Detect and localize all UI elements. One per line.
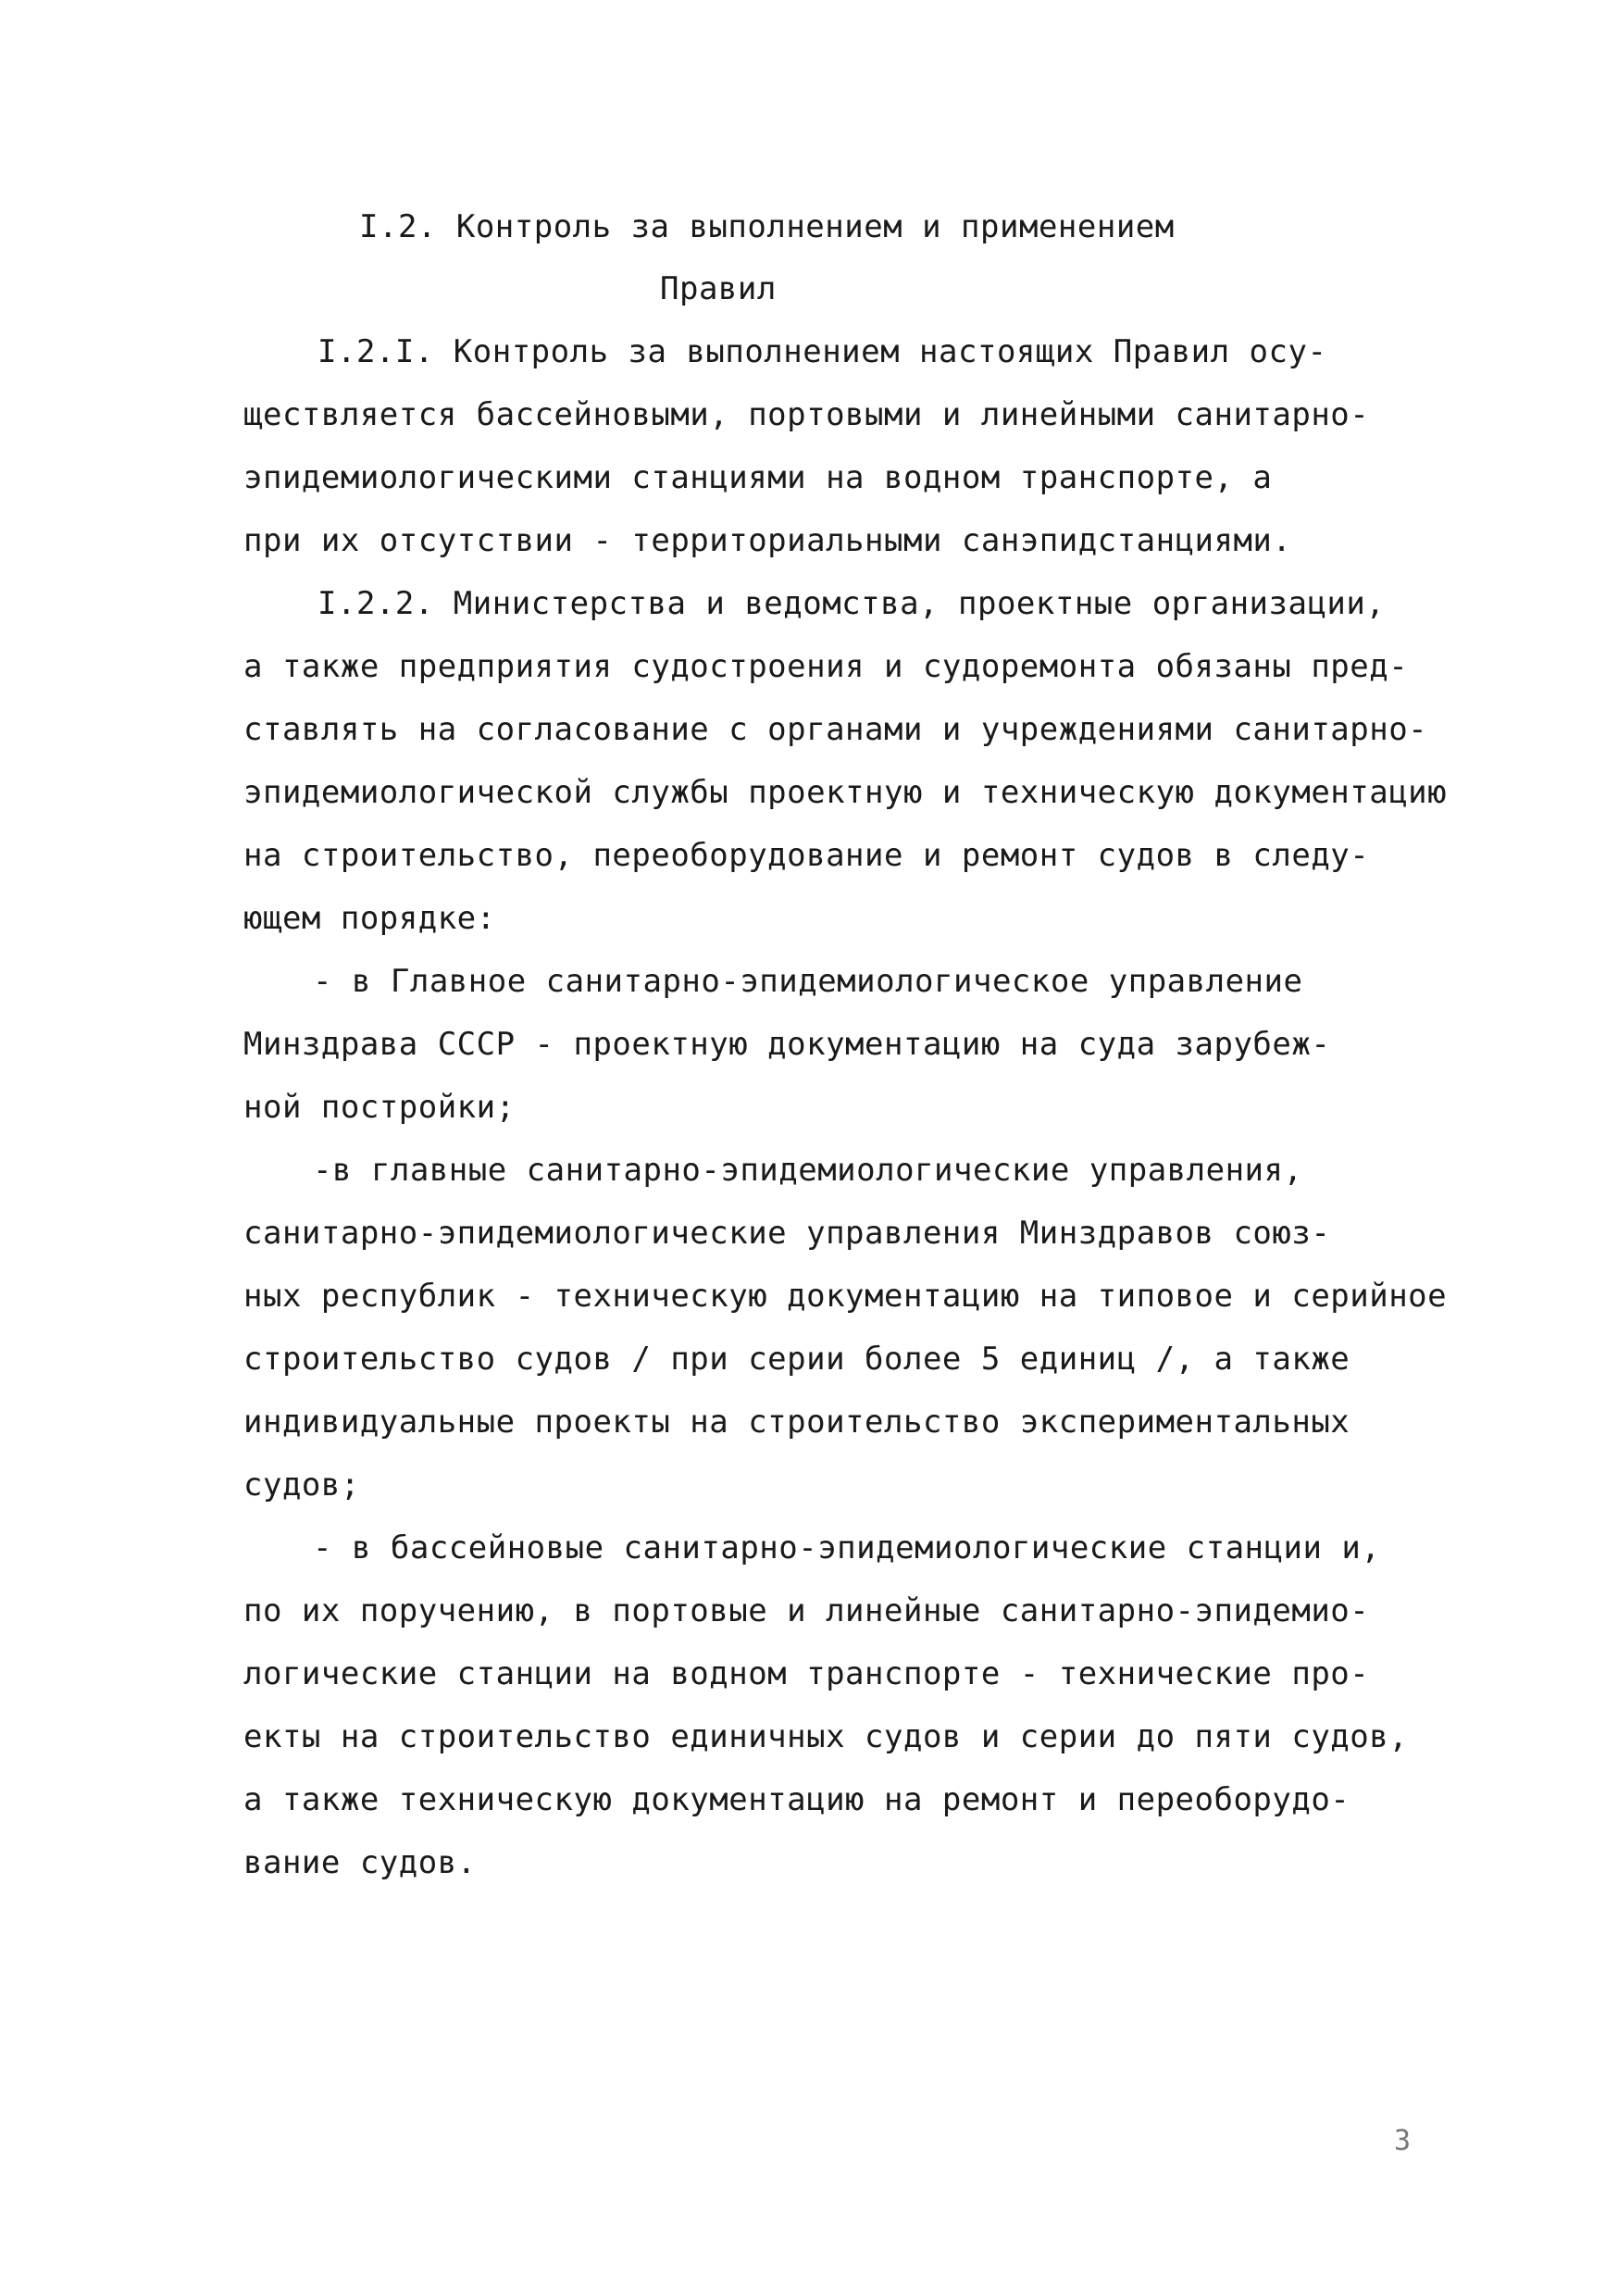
section-heading-line-1: I.2. Контроль за выполнением и применением — [359, 208, 1175, 245]
paragraph-2-line-2: а также предприятия судостроения и судоремонта обязаны пред- — [243, 648, 1409, 685]
section-heading-line-2: Правил — [660, 270, 777, 307]
paragraph-2-line-6: ющем порядке: — [243, 900, 496, 937]
item-3-line-2: по их поручению, в портовые и линейные санитарно-эпидемио- — [243, 1592, 1370, 1629]
page-number: 3 — [1394, 2125, 1412, 2157]
paragraph-1-line-4: при их отсутствии - территориальными санэпидстанциями. — [243, 522, 1292, 559]
paragraph-2-line-1: I.2.2. Министерства и ведомства, проектные организации, — [317, 585, 1386, 622]
item-1-line-2: Минздрава СССР - проектную документацию на суда зарубеж- — [243, 1026, 1331, 1063]
paragraph-1-line-3: эпидемиологическими станциями на водном транспорте, а — [243, 459, 1273, 496]
paragraph-2-line-5: на строительство, переоборудование и ремонт судов в следу- — [243, 837, 1370, 874]
item-3-line-5: а также техническую документацию на ремонт и переоборудо- — [243, 1781, 1350, 1818]
item-3-line-6: вание судов. — [243, 1844, 477, 1881]
item-2-line-1: -в главные санитарно-эпидемиологические управления, — [313, 1152, 1303, 1189]
paragraph-2-line-4: эпидемиологической службы проектную и техническую документацию — [243, 774, 1448, 811]
item-2-line-5: индивидуальные проекты на строительство экспериментальных — [243, 1404, 1350, 1441]
item-1-line-1: - в Главное санитарно-эпидемиологическое управление — [313, 963, 1303, 1000]
item-2-line-6: судов; — [243, 1466, 360, 1504]
item-2-line-2: санитарно-эпидемиологические управления Минздравов союз- — [243, 1215, 1331, 1252]
item-2-line-4: строительство судов / при серии более 5 единиц /, а также — [243, 1341, 1350, 1378]
item-2-line-3: ных республик - техническую документацию на типовое и серийное — [243, 1278, 1448, 1315]
item-3-line-4: екты на строительство единичных судов и серии до пяти судов, — [243, 1718, 1409, 1755]
paragraph-1-line-1: I.2.I. Контроль за выполнением настоящих Правил осу- — [317, 333, 1327, 370]
item-3-line-1: - в бассейновые санитарно-эпидемиологические станции и, — [313, 1529, 1381, 1566]
paragraph-1-line-2: ществляется бассейновыми, портовыми и линейными санитарно- — [243, 396, 1370, 433]
paragraph-2-line-3: ставлять на согласование с органами и учреждениями санитарно- — [243, 711, 1428, 748]
item-1-line-3: ной постройки; — [243, 1089, 516, 1126]
item-3-line-3: логические станции на водном транспорте - технические про- — [243, 1655, 1370, 1692]
